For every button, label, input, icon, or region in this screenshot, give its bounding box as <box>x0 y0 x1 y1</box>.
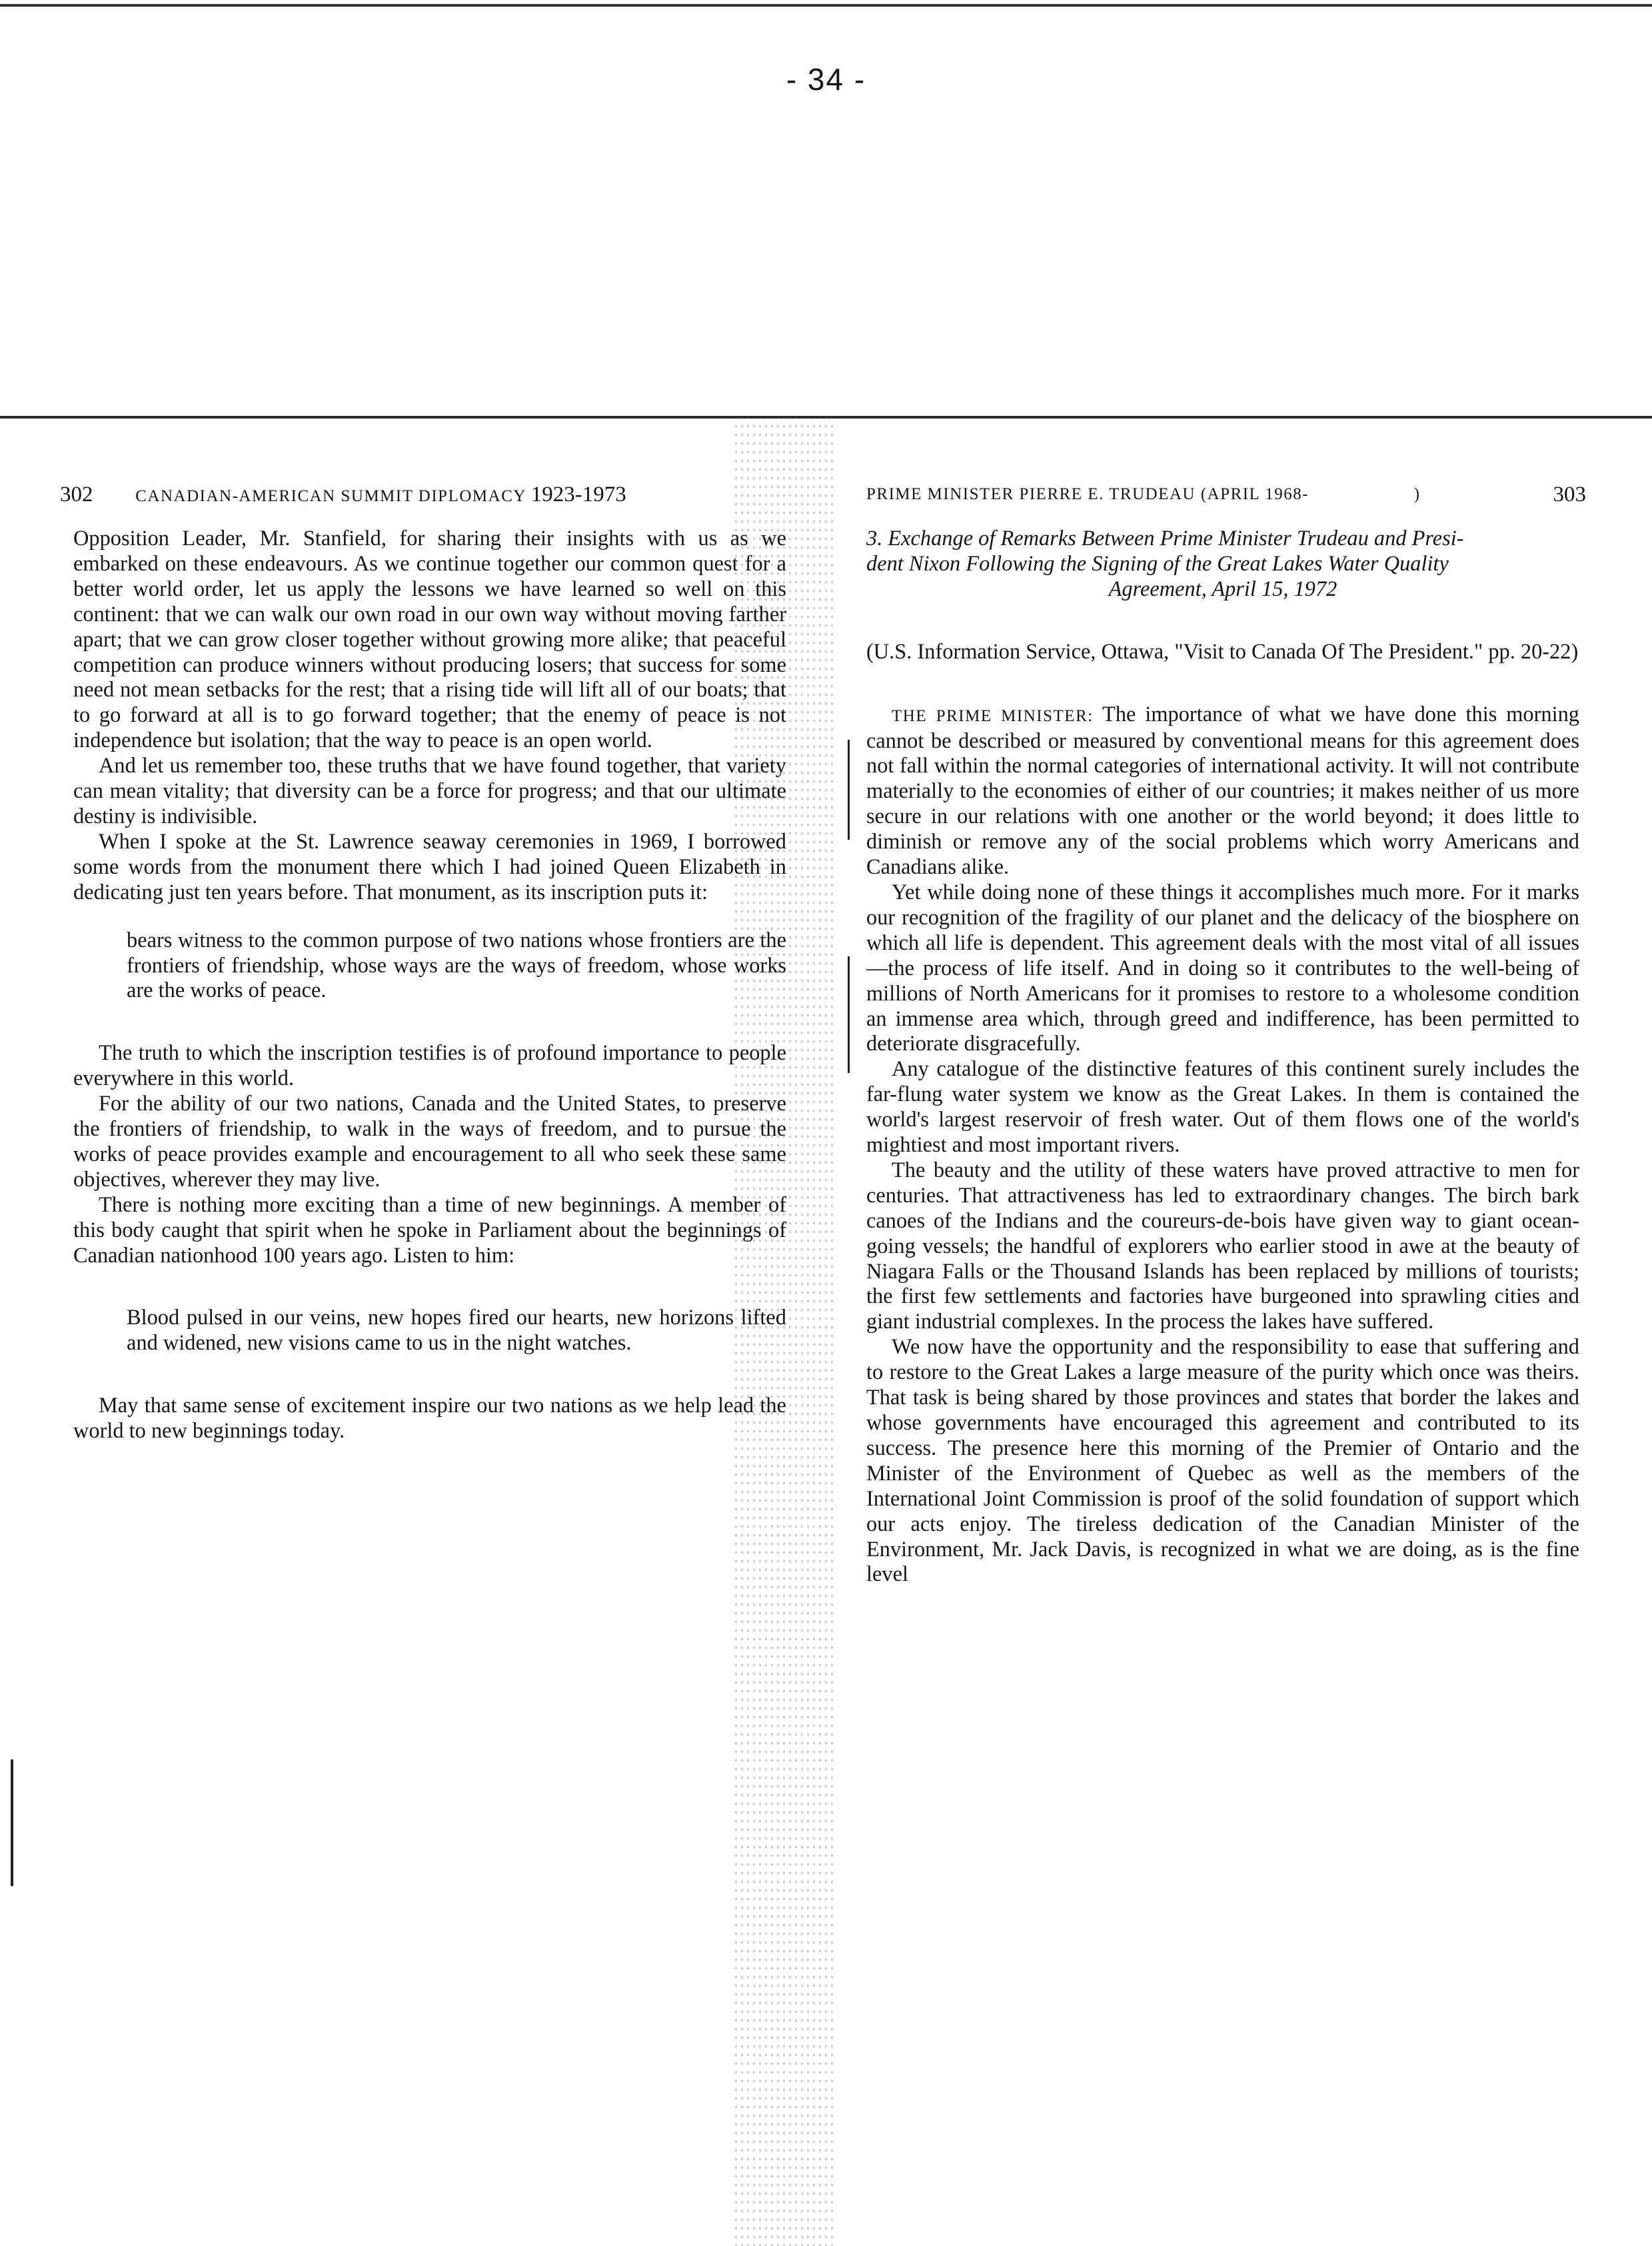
speaker-text: The importance of what we have done this morning cannot be described or measured by conventional means for this agreement does not fall within the normal categories of international activity. It will not contribute materially to the economies of either of our countries; it makes neither of us more secure in our relations with one another or the world beyond; it does little to diminish or remove any of the social problems which worry Americans and Canadians alike. <box>866 702 1579 880</box>
left-edge-mark <box>11 1759 13 1886</box>
right-paragraph: The beauty and the utility of these waters have proved attractive to men for centuries. That attractiveness has led to extraordinary changes. The birch bark canoes of the Indians and the coureurs-de-bois have given way to giant ocean-going vessels; the handful of explorers who earlier stood in awe at the beauty of Niagara Falls or the Thousand Islands has been replaced by millions of tourists; the first few settlements and factories have burgeoned into sprawling cities and giant industrial complexes. In the process the lakes have suffered. <box>866 1158 1579 1334</box>
right-paragraph: Yet while doing none of these things it accomplishes much more. For it marks our recognition of the fragility of our planet and the delicacy of the biosphere on which all life is dependent. This agreement deals with the most vital of all issues—the process of life itself. And in doing so it contributes to the well-being of millions of North Americans for it promises to restore to a wholesome condition an immense area which, through greed and indifference, has been permitted to deteriorate disgracefully. <box>866 880 1579 1056</box>
left-page-column <box>73 527 786 1444</box>
section-heading <box>866 527 1579 602</box>
inscription-quote: bears witness to the common purpose of two nations whose frontiers are the frontiers of friendship, whose ways are the ways of freedom, whose works are the works of peace. <box>127 928 786 1003</box>
right-running-head-close: ) <box>1413 485 1421 503</box>
source-citation: (U.S. Information Service, Ottawa, "Visit to Canada Of The President." pp. 20-22) <box>866 639 1579 664</box>
section-heading-line: 3. Exchange of Remarks Between Prime Minister Trudeau and Presi- <box>866 527 1464 551</box>
prime-minister-remarks <box>866 702 1579 880</box>
left-paragraph: There is nothing more exciting than a time of new beginnings. A member of this body caught that spirit when he spoke in Parliament about the beginnings of Canadian nationhood 100 years ago. Listen to him: <box>73 1192 786 1268</box>
speaker-label: THE PRIME MINISTER: <box>892 706 1094 725</box>
left-page-number: 302 <box>60 483 93 507</box>
left-paragraph: For the ability of our two nations, Canada and the United States, to preserve the frontiers of friendship, to walk in the ways of freedom, and to pursue the works of peace provides example and encouragement to all who seek these same objectives, wherever they may live. <box>73 1092 786 1192</box>
left-closing-paragraph: May that same sense of excitement inspire our two nations as we help lead the world to new beginnings today. <box>73 1394 786 1444</box>
left-paragraph: And let us remember too, these truths that we have found together, that variety can mean vitality; that diversity can be a force for progress; and that our ultimate destiny is indivisible. <box>73 754 786 828</box>
right-paragraph: We now have the opportunity and the responsibility to ease that suffering and to restore to the Great Lakes a large measure of the purity which once was theirs. That task is being shared by those provinces and states that border the lakes and whose governments have encouraged this agreement and contributed to its success. The presence here this morning of the Premier of Ontario and the Minister of the Environment of Quebec as well as the members of the International Joint Commission is proof of the solid foundation of support which our acts enjoy. The tireless dedication of the Canadian Minister of the Environment, Mr. Jack Davis, is recognized in what we are doing, as is the fine level <box>866 1335 1579 1587</box>
section-heading-line: dent Nixon Following the Signing of the Great Lakes Water Quality <box>866 551 1449 576</box>
right-paragraph: Any catalogue of the distinctive features of this continent surely includes the far-flung water system we know as the Great Lakes. In them is contained the world's largest reservoir of fresh water. Out of them flows one of the world's mightiest and most important rivers. <box>866 1057 1579 1158</box>
right-page-column <box>866 527 1579 1588</box>
right-page-number: 303 <box>1553 483 1586 507</box>
right-running-head <box>866 481 1586 508</box>
margin-mark <box>848 956 850 1073</box>
left-running-head-years: 1923-1973 <box>530 483 626 507</box>
scan-top-border <box>0 4 1652 7</box>
left-running-head <box>60 481 753 508</box>
left-paragraph: When I spoke at the St. Lawrence seaway ceremonies in 1969, I borrowed some words from the monument there which I had joined Queen Elizabeth in dedicating just ten years before. That monument, as its inscription puts it: <box>73 829 786 904</box>
left-running-head-title: CANADIAN-AMERICAN SUMMIT DIPLOMACY <box>135 487 526 505</box>
left-paragraph: Opposition Leader, Mr. Stanfield, for sharing their insights with us as we embarked on these endeavours. As we continue together our common quest for a better world order, let us apply the lessons we have learned so well on this continent: that we can walk our own road in our own way without moving farther apart; that we can grow closer together without growing more alike; that peaceful competition can produce winners without producing losers; that success for some need not mean setbacks for the rest; that a rising tide will lift all of our boats; that to go forward at all is to go forward together; that the enemy of peace is not independence but isolation; that the way to peace is an open world. <box>73 527 786 753</box>
margin-mark <box>848 740 850 840</box>
right-running-head-title: PRIME MINISTER PIERRE E. TRUDEAU (APRIL 1968- <box>866 485 1309 503</box>
left-paragraph: The truth to which the inscription testifies is of profound importance to people everywhere in this world. <box>73 1041 786 1091</box>
section-heading-line: Agreement, April 15, 1972 <box>1108 576 1337 601</box>
parliament-quote: Blood pulsed in our veins, new hopes fired our hearts, new horizons lifted and widened, new visions came to us in the night watches. <box>127 1306 786 1356</box>
scan-page-number: - 34 - <box>786 62 866 97</box>
